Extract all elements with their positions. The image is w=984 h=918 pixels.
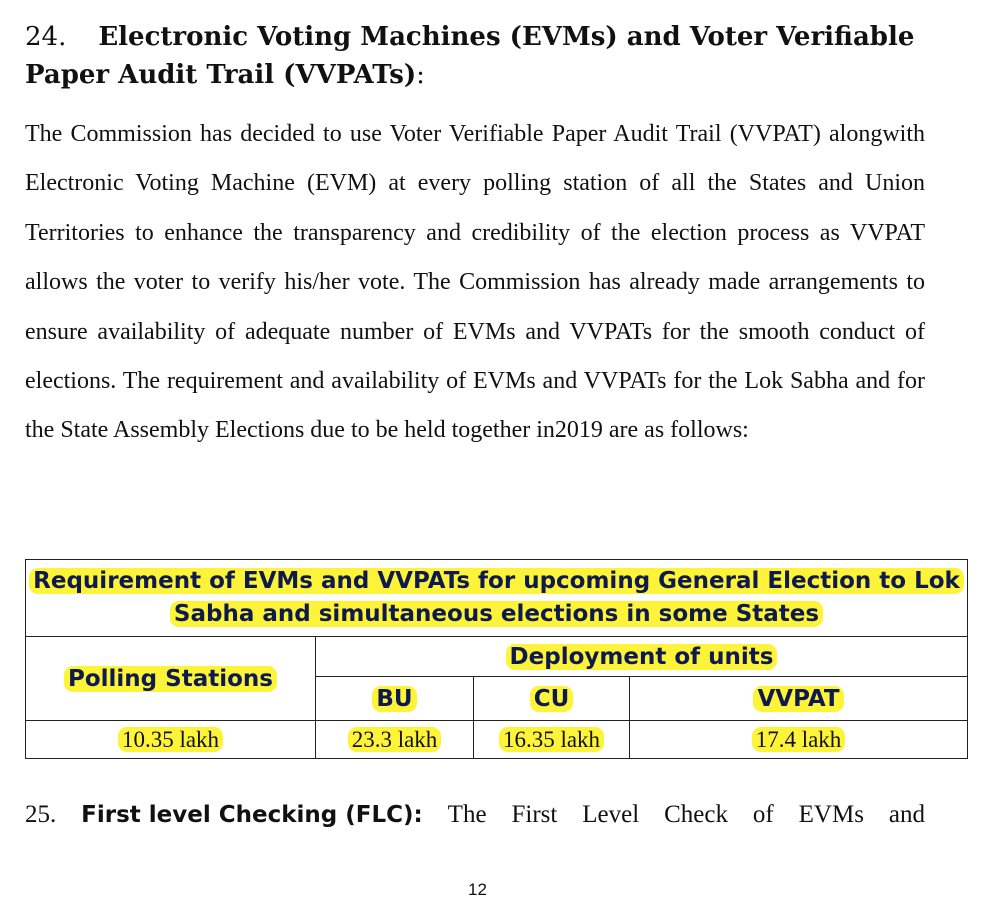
- section-25-line: [25, 796, 925, 834]
- section-25-word: and: [888, 801, 925, 828]
- section-25-word: The: [447, 801, 487, 828]
- section-25-word: Check: [664, 801, 728, 828]
- document-page: [25, 0, 960, 918]
- bu-header: BU: [372, 686, 416, 712]
- deployment-header-cell: [316, 637, 968, 677]
- cu-value-cell: [474, 721, 630, 759]
- section-24-number: 24.: [25, 22, 67, 52]
- table-caption: Requirement of EVMs and VVPATs for upcoming General Election to Lok Sabha and simultaneous elections in some States: [29, 568, 964, 627]
- polling-stations-value-cell: [26, 721, 316, 759]
- polling-stations-header-cell: [26, 637, 316, 721]
- section-25-word: EVMs: [798, 801, 864, 828]
- section-25-word: First: [511, 801, 558, 828]
- vvpat-header-cell: [630, 677, 968, 721]
- vvpat-value-cell: [630, 721, 968, 759]
- evm-requirement-table: [25, 559, 968, 759]
- vvpat-value: 17.4 lakh: [752, 727, 846, 752]
- section-24-colon: :: [416, 60, 425, 90]
- section-25-word: of: [752, 801, 774, 828]
- deployment-header: Deployment of units: [506, 644, 778, 670]
- cu-value: 16.35 lakh: [499, 727, 604, 752]
- section-25-word: Level: [582, 801, 640, 828]
- bu-header-cell: [316, 677, 474, 721]
- page-number: 12: [468, 880, 487, 899]
- section-24-title: Electronic Voting Machines (EVMs) and Voter Verifiable Paper Audit Trail (VVPATs): [25, 22, 915, 90]
- section-25-title: First level Checking (FLC):: [81, 802, 423, 828]
- table-caption-cell: [26, 560, 968, 637]
- bu-value-cell: [316, 721, 474, 759]
- table-row: [26, 721, 968, 759]
- section-25-number: 25.: [25, 801, 57, 828]
- cu-header-cell: [474, 677, 630, 721]
- section-24-body: The Commission has decided to use Voter Verifiable Paper Audit Trail (VVPAT) alongwith Electronic Voting Machine (EVM) at every polling station of all the States and Union Territories to enhance the transparency and credibility of the election process as VVPAT allows the voter to verify his/her vote. The Commission has already made arrangements to ensure availability of adequate number of EVMs and VVPATs for the smooth conduct of elections. The requirement and availability of EVMs and VVPATs for the Lok Sabha and for the State Assembly Elections due to be held together in2019 are as follows:: [25, 121, 925, 444]
- section-24-heading: [25, 18, 925, 94]
- cu-header: CU: [530, 686, 574, 712]
- vvpat-header: VVPAT: [753, 686, 843, 712]
- polling-stations-header: Polling Stations: [64, 666, 277, 692]
- bu-value: 23.3 lakh: [348, 727, 442, 752]
- polling-stations-value: 10.35 lakh: [118, 727, 223, 752]
